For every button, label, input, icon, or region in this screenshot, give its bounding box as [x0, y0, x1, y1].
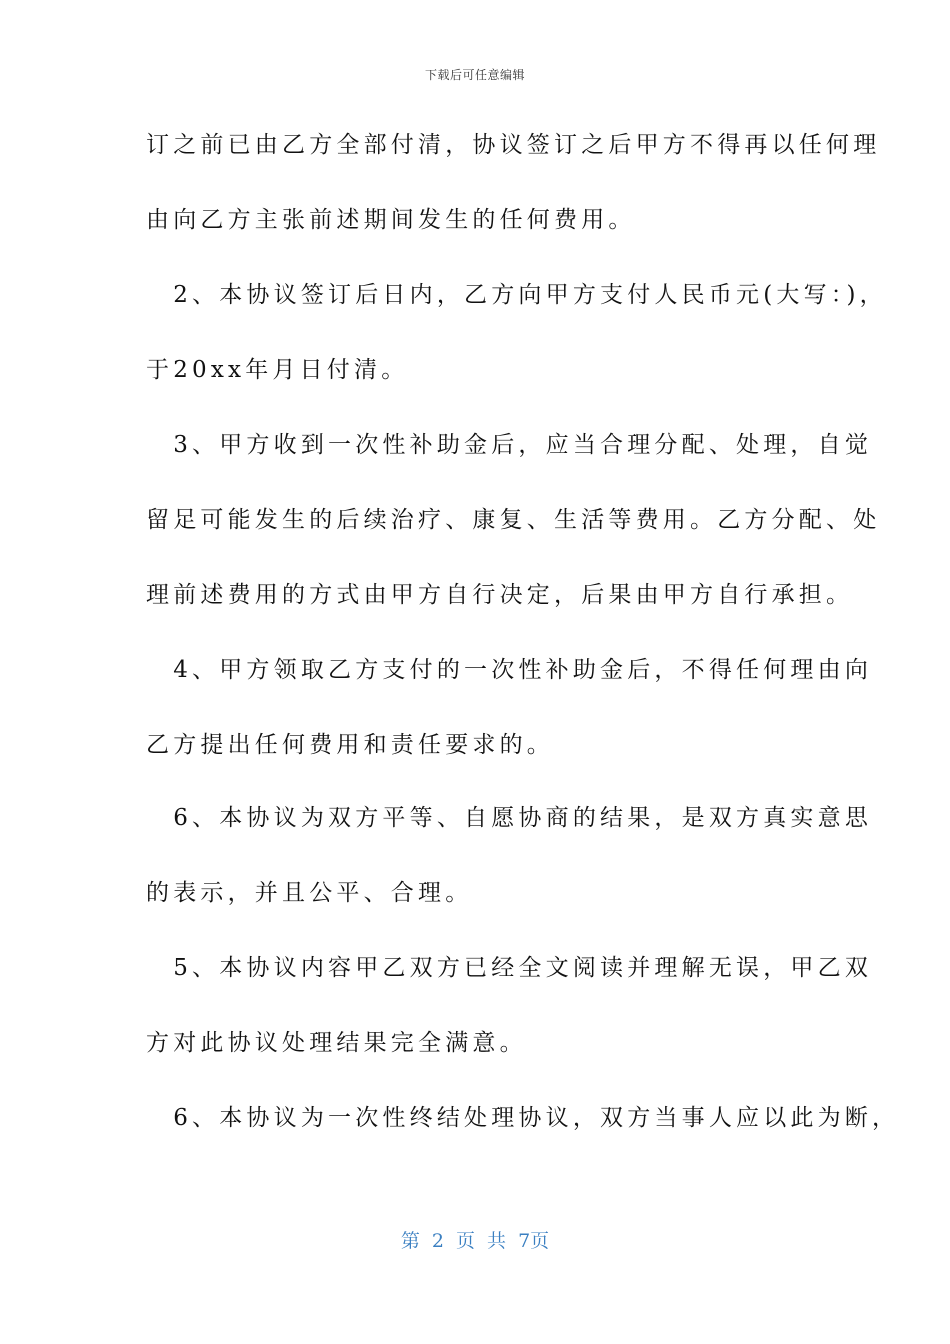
- page-number: 第 2 页 共 7页: [400, 1230, 550, 1252]
- paragraph-line: 5、本协议内容甲乙双方已经全文阅读并理解无误，甲乙双: [146, 955, 873, 981]
- paragraph-line: 由向乙方主张前述期间发生的任何费用。: [146, 207, 636, 233]
- paragraph-line: 方对此协议处理结果完全满意。: [146, 1030, 527, 1056]
- paragraph-line: 6、本协议为一次性终结处理协议，双方当事人应以此为断，: [146, 1105, 900, 1131]
- paragraph-line: 3、甲方收到一次性补助金后，应当合理分配、处理，自觉: [146, 432, 873, 458]
- paragraph-line: 4、甲方领取乙方支付的一次性补助金后，不得任何理由向: [146, 657, 873, 683]
- paragraph-line: 2、本协议签订后日内，乙方向甲方支付人民币元(大写：)，: [146, 282, 887, 308]
- paragraph-line: 于20xx年月日付清。: [146, 357, 409, 383]
- paragraph-line: 留足可能发生的后续治疗、康复、生活等费用。乙方分配、处: [146, 507, 881, 533]
- paragraph-line: 理前述费用的方式由甲方自行决定，后果由甲方自行承担。: [146, 582, 854, 608]
- paragraph-line: 订之前已由乙方全部付清，协议签订之后甲方不得再以任何理: [146, 132, 881, 158]
- paragraph-line: 乙方提出任何费用和责任要求的。: [146, 732, 554, 758]
- paragraph-line: 6、本协议为双方平等、自愿协商的结果，是双方真实意思: [146, 805, 873, 831]
- paragraph-line: 的表示，并且公平、合理。: [146, 880, 473, 906]
- page-header: 下载后可任意编辑: [424, 68, 525, 82]
